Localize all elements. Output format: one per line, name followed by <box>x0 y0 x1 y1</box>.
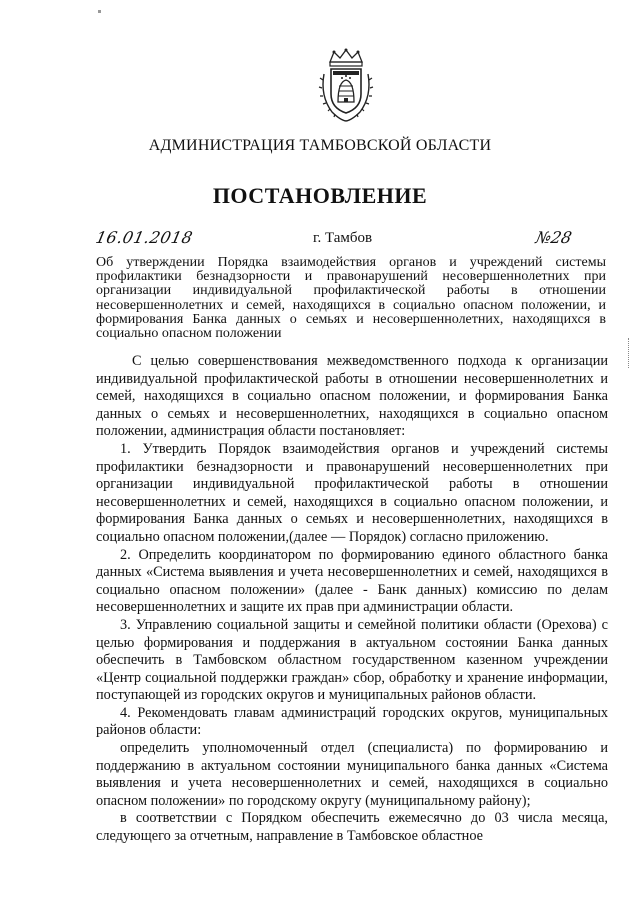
coat-of-arms-icon <box>316 48 376 123</box>
scan-speck <box>98 10 101 13</box>
document-body <box>96 353 608 846</box>
margin-mark <box>628 338 631 368</box>
paragraph-item-2: 2. Определить координатором по формированию единого областного банка данных «Система выявления и учета несовершеннолетних и семей, находящихся в социально опасном положении» (далее - Банк данных) комиссию по делам несовершеннолетних и защите их прав при администрации области. <box>96 546 608 616</box>
document-type-title: ПОСТАНОВЛЕНИЕ <box>212 183 428 208</box>
paragraph-item-4-sub-2: в соответствии с Порядком обеспечить ежемесячно до 03 числа месяца, следующего за отчетным, направление в Тамбовское областное <box>96 810 608 845</box>
paragraph-item-3: 3. Управлению социальной защиты и семейной политики области (Орехова) с целью формирования и поддержания в актуальном состоянии Банка данных обеспечить в Тамбовском областном государственном казенном учреждении «Центр социальной поддержки граждан» сбор, обработку и хранение информации, поступающей из городских округов и муниципальных районов области. <box>96 616 608 704</box>
paragraph-item-4: 4. Рекомендовать главам администраций городских округов, муниципальных районов области: <box>96 704 608 739</box>
document-date: 16.01.2018 <box>93 228 195 247</box>
paragraph-item-4-sub-1: определить уполномоченный отдел (специалиста) по формированию и поддержанию в актуальном состоянии муниципального банка данных «Система выявления и учета несовершеннолетних и семей, находящихся в социально опасном положении» по городскому округу (муниципальному району); <box>96 740 608 809</box>
document-subject: Об утверждении Порядка взаимодействия органов и учреждений системы профилактики безнадзорности и правонарушений несовершеннолетних при организации индивидуальной профилактической работы в отношении несовершеннолетних и семей, находящихся в социально опасном положении, и формирования Банка данных о семьях и несовершеннолетних, находящихся в социально опасном положении <box>96 255 606 342</box>
document-city: г. Тамбов <box>313 230 373 246</box>
organization-name: АДМИНИСТРАЦИЯ ТАМБОВСКОЙ ОБЛАСТИ <box>148 137 492 154</box>
paragraph-item-1: 1. Утвердить Порядок взаимодействия органов и учреждений системы профилактики безнадзорности и правонарушений несовершеннолетних при организации индивидуальной профилактической работы в отношении несовершеннолетних и семей, находящихся в социально опасном положении, и формирования Банка данных о семьях и несовершеннолетних, находящихся в социально опасном положении,(далее — Порядок) согласно приложению. <box>96 440 608 545</box>
document-number: №28 <box>533 228 574 247</box>
paragraph-preamble: С целью совершенствования межведомственного подхода к организации индивидуальной профилактической работы в отношении несовершеннолетних и семей, находящихся в социально опасном положении, и формирования Банка данных о семьях и несовершеннолетних, находящихся в социально опасном положении, администрация области постановляет: <box>96 353 608 440</box>
